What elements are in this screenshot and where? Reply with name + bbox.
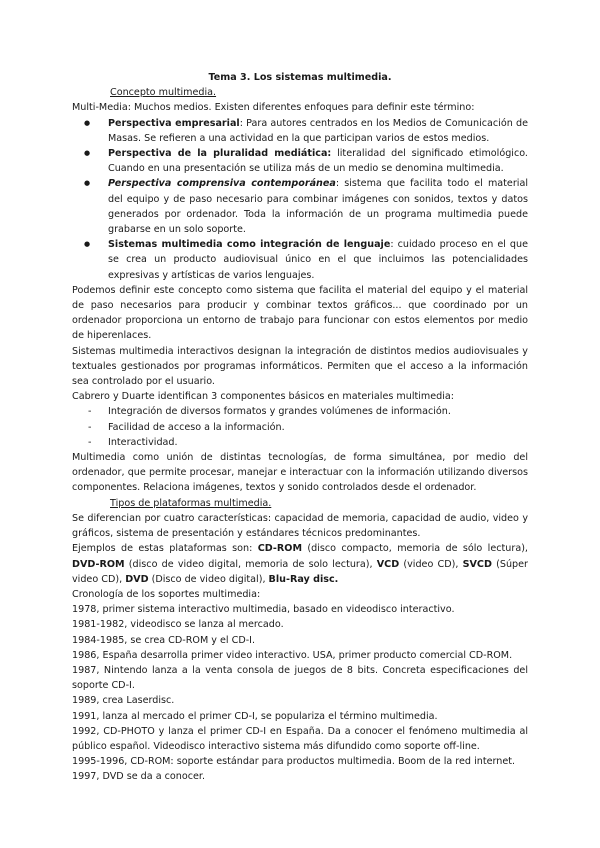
examples-paragraph: Ejemplos de estas plataformas son: CD-ROM (disco compacto, memoria de sólo lectura), DVD-ROM (disco de video digital, memoria de solo lectura), VCD (video CD), SVCD (Súper video CD), DVD (Disco de video digital), Blu-Ray disc. [72,543,528,585]
chronology-title: Cronología de los soportes multimedia: [72,588,261,600]
list-item: ● Perspectiva comprensiva contemporánea: sistema que facilita todo el material del equipo y de paso necesario para combinar imágenes con sonidos, textos y datos generados por ordenador. Toda la información de un programa multimedia puede grabarse en un solo soporte. [108,176,528,237]
chronology-entry: 1987, Nintendo lanza a la venta consola de juegos de 8 bits. Concreta especificaciones del soporte CD-I. [72,664,528,692]
document-page [72,70,528,785]
list-item: ● Sistemas multimedia como integración de lenguaje: cuidado proceso en el que se crea un producto audiovisual único en el que incluimos las potencialidades expresivas y artísticas de varios lenguajes. [108,237,528,283]
perspectives-list [72,116,528,283]
paragraph: Podemos definir este concepto como sistema que facilita el material del equipo y el material de paso necesarios para producir y combinar textos gráficos... que coordinado por un ordenador proporciona un entorno de trabajo para funcionar con estos elementos por medio de hiperenlaces. [72,284,528,342]
chronology-entry: 1997, DVD se da a conocer. [72,771,206,783]
chronology-entry: 1978, primer sistema interactivo multimedia, basado en videodisco interactivo. [72,604,455,616]
list-item: ● Perspectiva de la pluralidad mediática: literalidad del significado etimológico. Cuando en una presentación se utiliza más de un medio se denomina multimedia. [108,146,528,176]
list-item: ● Perspectiva empresarial: Para autores centrados en los Medios de Comunicación de Masas. Se refieren a una actividad en la que participan varios de estos medios. [108,116,528,146]
section-heading-concepto: Concepto multimedia. [110,87,217,99]
section-heading-tipos: Tipos de plataformas multimedia. [110,497,272,509]
chronology-entry: 1984-1985, se crea CD-ROM y el CD-I. [72,634,256,646]
paragraph: Sistemas multimedia interactivos designan la integración de distintos medios audiovisuales y textuales gestionados por programas informáticos. Permiten que el acceso a la información sea controlado por el usuario. [72,345,528,388]
list-item: - Facilidad de acceso a la información. [108,420,528,435]
paragraph: Se diferencian por cuatro características: capacidad de memoria, capacidad de audio, video y gráficos, sistema de presentación y estándares técnicos predominantes. [72,512,528,540]
intro-paragraph: Multi-Media: Muchos medios. Existen diferentes enfoques para definir este término: [72,102,475,114]
chronology-entry: 1989, crea Laserdisc. [72,695,175,707]
chronology-entry: 1995-1996, CD-ROM: soporte estándar para productos multimedia. Boom de la red internet. [72,756,516,768]
list-item: - Interactividad. [108,435,528,450]
components-list [72,404,528,450]
document-title: Tema 3. Los sistemas multimedia. [208,72,392,83]
chronology-entry: 1991, lanza al mercado el primer CD-I, se populariza el término multimedia. [72,710,438,722]
paragraph: Multimedia como unión de distintas tecnologías, de forma simultánea, por medio del ordenador, que permite procesar, manejar e interactuar con la información utilizando diversos componentes. Relaciona imágenes, textos y sonido controlados desde el ordenador. [72,452,528,494]
paragraph: Cabrero y Duarte identifican 3 componentes básicos en materiales multimedia: [72,391,455,403]
chronology-entry: 1981-1982, videodisco se lanza al mercado. [72,619,284,631]
chronology-entry: 1992, CD-PHOTO y lanza el primer CD-I en España. Da a conocer el fenómeno multimedia al público español. Videodisco interactivo sistema más difundido como soporte off-line. [72,725,528,752]
chronology-entry: 1986, España desarrolla primer video interactivo. USA, primer producto comercial CD-ROM. [72,649,513,661]
list-item: - Integración de diversos formatos y grandes volúmenes de información. [108,404,528,419]
